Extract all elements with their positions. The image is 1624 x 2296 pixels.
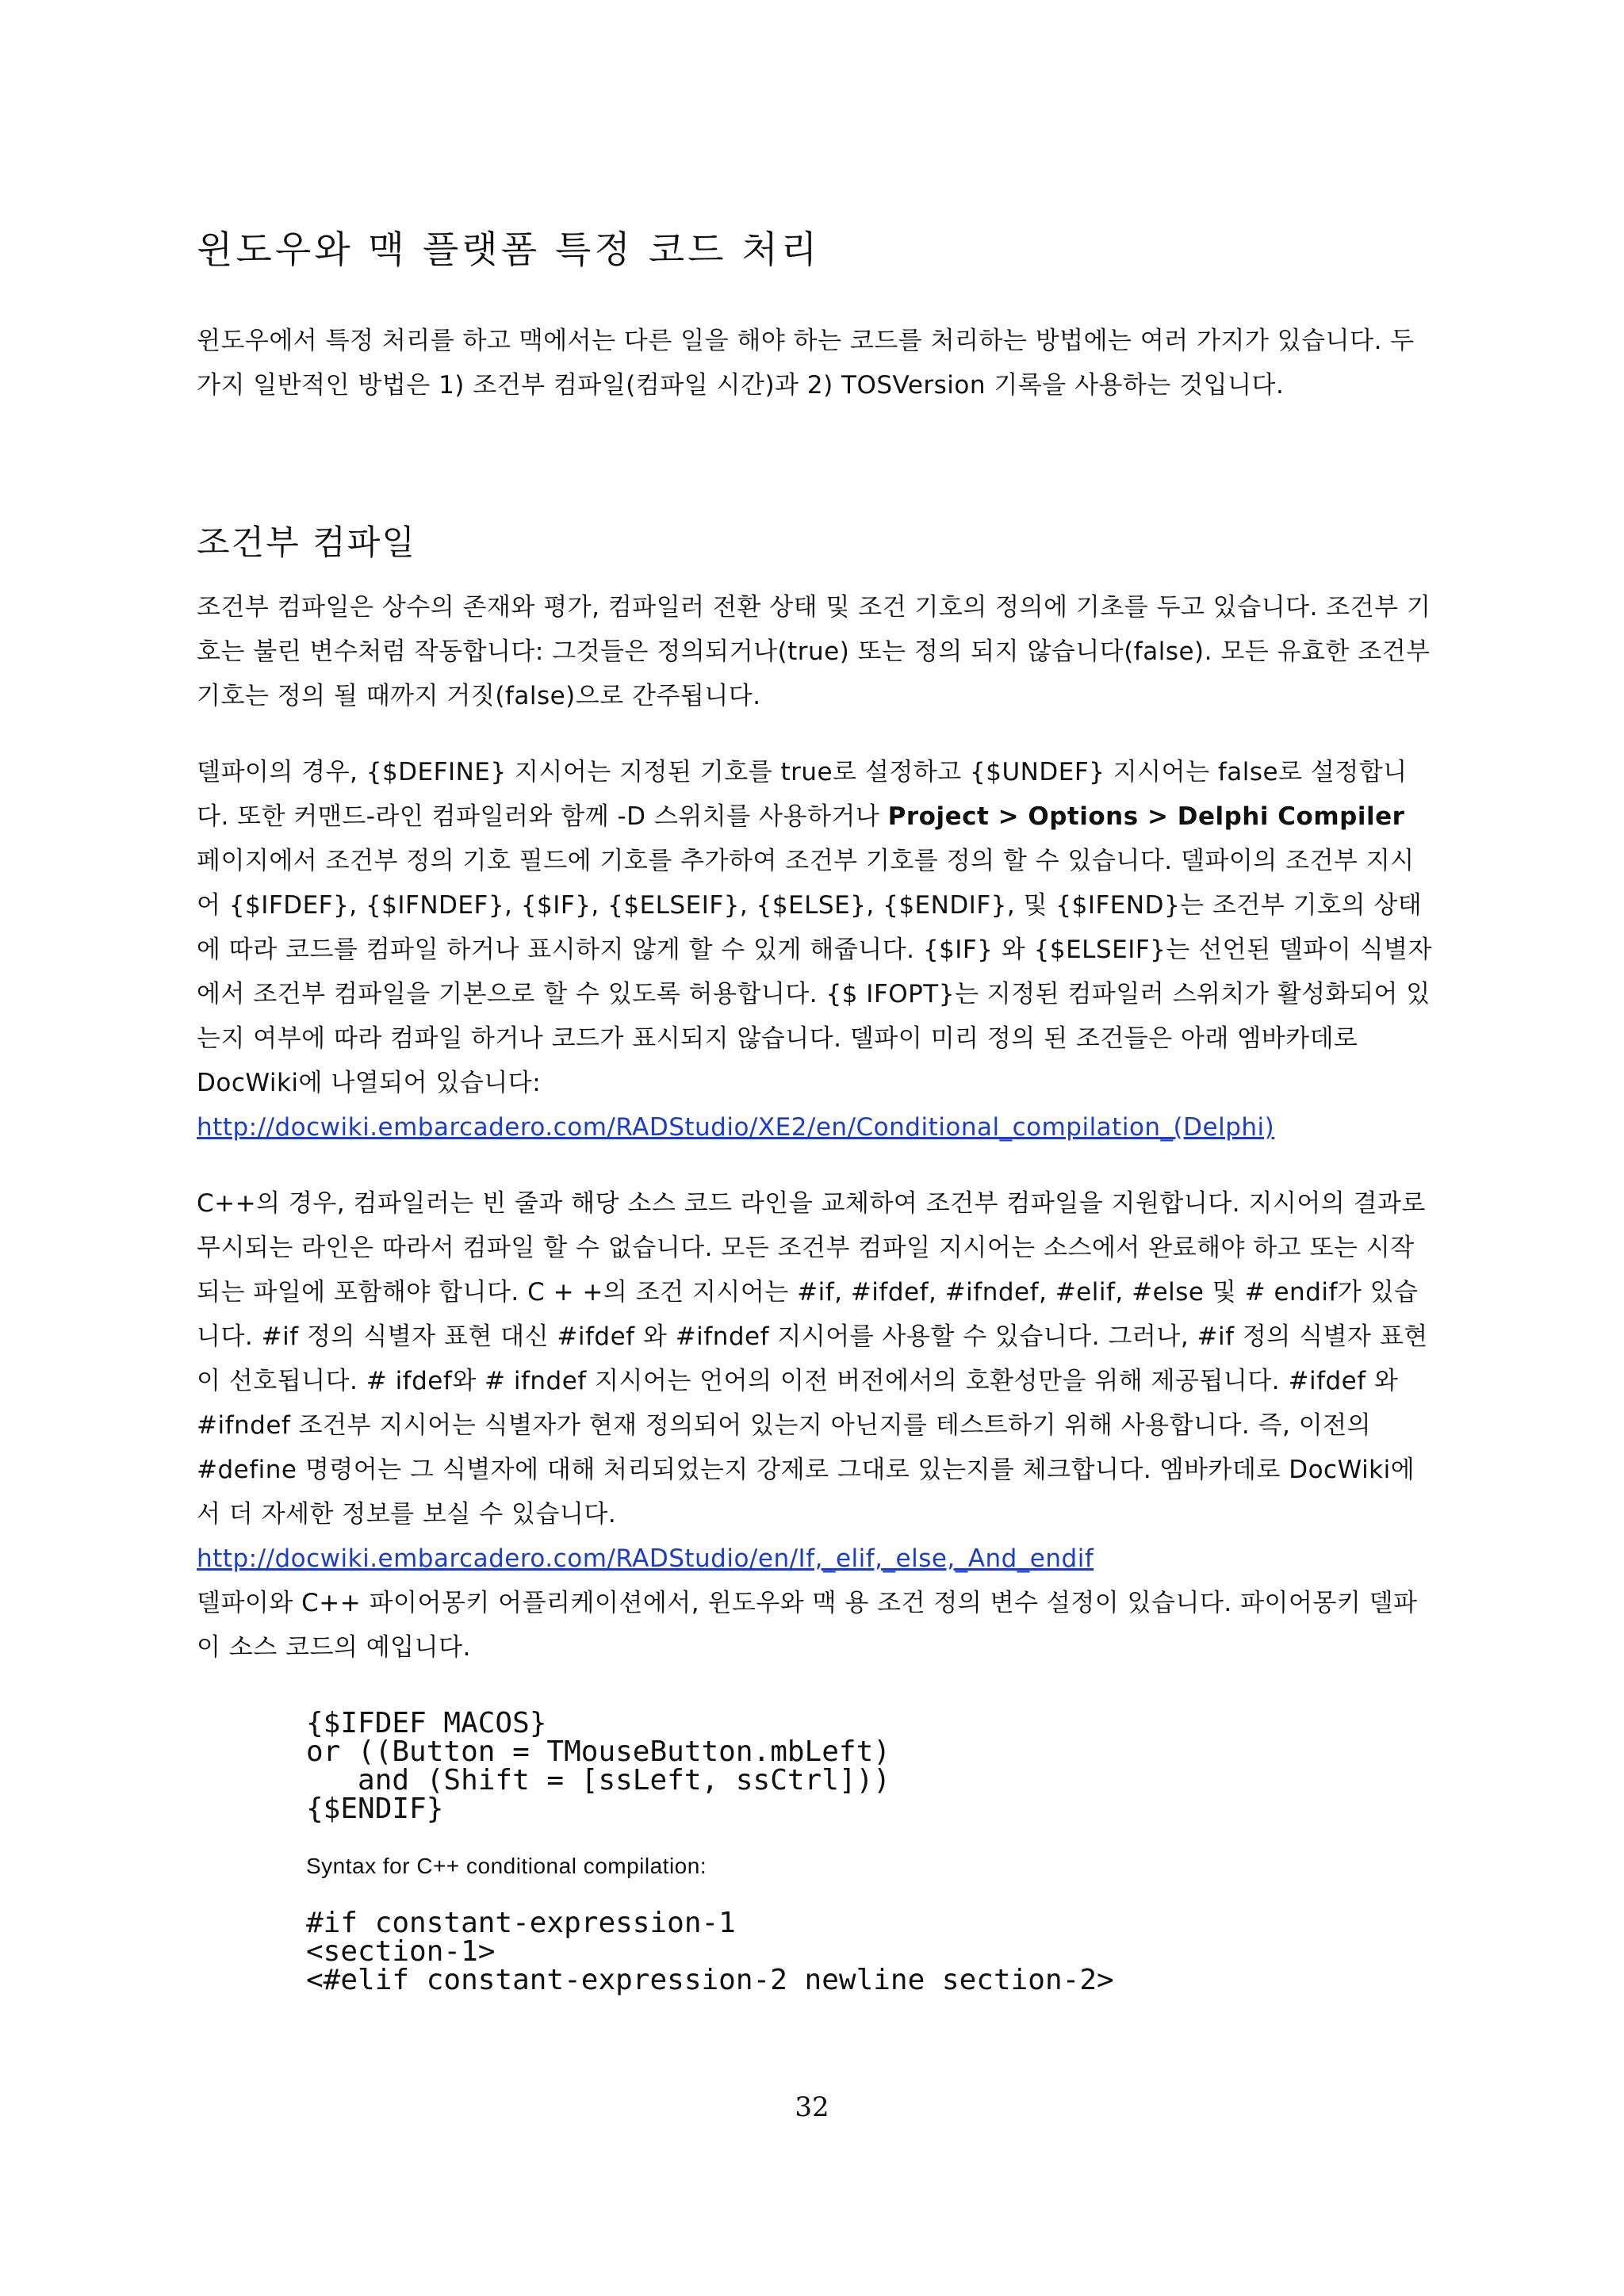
intro-paragraph: 윈도우에서 특정 처리를 하고 맥에서는 다른 일을 해야 하는 코드를 처리하는 방법에는 여러 가지가 있습니다. 두 가지 일반적인 방법은 1) 조건부 컴파일(컴파일 시간)과 2) TOSVersion 기록을 사용하는 것입니다.: [197, 327, 1415, 400]
section-heading: 조건부 컴파일: [197, 523, 416, 564]
conditional-compilation-paragraph: 조건부 컴파일은 상수의 존재와 평가, 컴파일러 전환 상태 및 조건 기호의 정의에 기초를 두고 있습니다. 조건부 기호는 불린 변수처럼 작동합니다: 그것들은 정의되거나(true) 또는 정의 되지 않습니다(false). 모든 유효한 조건부 기호는 정의 될 때까지 거짓(false)으로 간주됩니다.: [197, 592, 1431, 710]
firemonkey-paragraph: 델파이와 C++ 파이어몽키 어플리케이션에서, 윈도우와 맥 용 조건 정의 변수 설정이 있습니다. 파이어몽키 델파이 소스 코드의 예입니다.: [197, 1588, 1418, 1662]
cpp-paragraph: [197, 1181, 1434, 1581]
delphi-paragraph: [197, 750, 1434, 1150]
delphi-text-1: 델파이의 경우, {$DEFINE} 지시어는 지정된 기호를 true로 설정하고 {$UNDEF} 지시어는 false로 설정합니다. 또한 커맨드-라인 컴파일러와 함께 -D 스위치를 사용하거나: [197, 757, 1408, 831]
page-title: 윈도우와 맥 플랫폼 특정 코드 처리: [197, 228, 821, 272]
page-content: [197, 228, 1434, 1995]
cpp-text: C++의 경우, 컴파일러는 빈 줄과 해당 소스 코드 라인을 교체하여 조건부 컴파일을 지원합니다. 지시어의 결과로 무시되는 라인은 따라서 컴파일 할 수 없습니다. 모든 조건부 컴파일 지시어는 소스에서 완료해야 하고 또는 시작되는 파일에 포함해야 합니다. C + +의 조건 지시어는 #if, #ifdef, #ifndef, #elif, #else 및 # endif가 있습니다. #if 정의 식별자 표현 대신 #ifdef 와 #ifndef 지시어를 사용할 수 있습니다. 그러나, #if 정의 식별자 표현이 선호됩니다. # ifdef와 # ifndef 지시어는 언어의 이전 버전에서의 호환성만을 위해 제공됩니다. #ifdef 와 #ifndef 조건부 지시어는 식별자가 현재 정의되어 있는지 아닌지를 테스트하기 위해 사용합니다. 즉, 이전의 #define 명령어는 그 식별자에 대해 처리되었는지 강제로 그대로 있는지를 체크합니다. 엠바카데로 DocWiki에서 더 자세한 정보를 보실 수 있습니다.: [197, 1188, 1428, 1529]
syntax-label: Syntax for C++ conditional compilation:: [306, 1853, 707, 1878]
delphi-code-block: {$IFDEF MACOS} or ((Button = TMouseButton.mbLeft) and (Shift = [ssLeft, ssCtrl])) {$ENDIF}: [306, 1706, 891, 1825]
page-number: 32: [795, 2091, 829, 2123]
delphi-docwiki-link[interactable]: http://docwiki.embarcadero.com/RADStudio/XE2/en/Conditional_compilation_(Delphi): [197, 1112, 1275, 1142]
menu-path: Project > Options > Delphi Compiler: [887, 802, 1405, 831]
delphi-text-2: 페이지에서 조건부 정의 기호 필드에 기호를 추가하여 조건부 기호를 정의 할 수 있습니다. 델파이의 조건부 지시어 {$IFDEF}, {$IFNDEF}, {$IF}, {$ELSEIF}, {$ELSE}, {$ENDIF}, 및 {$IFEND}는 조건부 기호의 상태에 따라 코드를 컴파일 하거나 표시하지 않게 할 수 있게 해줍니다. {$IF} 와 {$ELSEIF}는 선언된 델파이 식별자에서 조건부 컴파일을 기본으로 할 수 있도록 허용합니다. {$ IFOPT}는 지정된 컴파일러 스위치가 활성화되어 있는지 여부에 따라 컴파일 하거나 코드가 표시되지 않습니다. 델파이 미리 정의 된 조건들은 아래 엠바카데로 DocWiki에 나열되어 있습니다:: [197, 846, 1432, 1097]
cpp-code-block: #if constant-expression-1 <section-1> <#elif constant-expression-2 newline section-2>: [306, 1906, 1114, 1996]
cpp-docwiki-link[interactable]: http://docwiki.embarcadero.com/RADStudio/en/If,_elif,_else,_And_endif: [197, 1544, 1094, 1573]
